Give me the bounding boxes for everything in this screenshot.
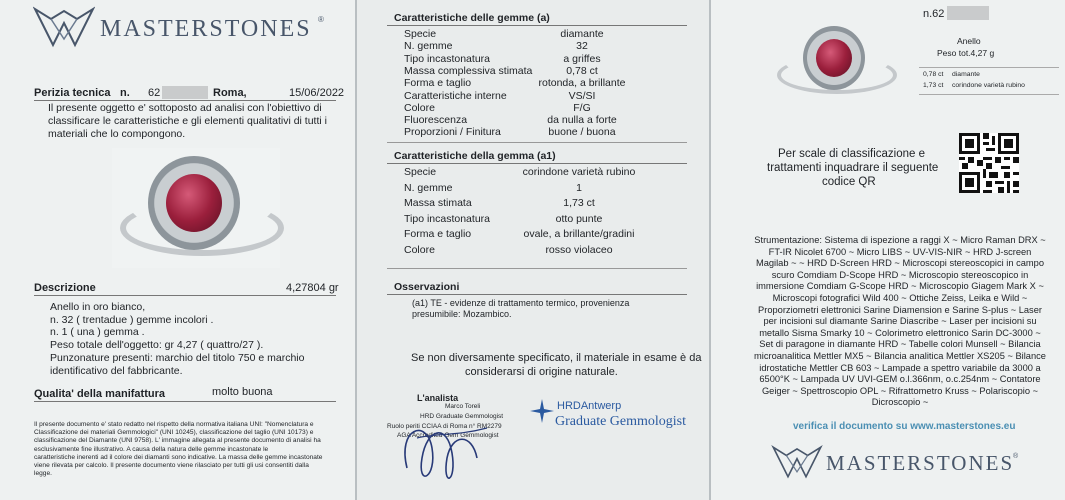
ring-photo-small [773, 20, 895, 102]
section_a1-label: Forma e taglio [404, 228, 472, 241]
divider [387, 142, 687, 143]
verify-link[interactable]: verifica il documento su www.masterstones.eu [793, 421, 1016, 432]
section_a1-value: rosso violaceo [545, 244, 613, 256]
divider [34, 401, 336, 402]
analyst-line-1: Marco Toreli [445, 403, 481, 410]
instruments-line: Set di paragone in diamante HRD ~ Tabelle colori Munsell ~ Bilancia [759, 339, 1041, 350]
left-panel [0, 0, 355, 500]
section_a1-value: otto punte [555, 212, 603, 225]
obs-line-1: (a1) TE - evidenze di trattamento termico, provenienza [412, 298, 630, 308]
desc-line-5: Punzonature presenti: marchio del titolo 750 e marchio [50, 351, 305, 364]
footnote-line-6: viene rilevata per calcolo. Il presente documento viene rilasciato per tutti gli usi consentiti dalla [34, 462, 309, 470]
section_a-value: a griffes [563, 52, 601, 65]
section_a-label: Specie [404, 28, 437, 40]
report-date: 15/06/2022 [289, 87, 345, 99]
section_a1-label: Colore [404, 244, 435, 256]
section_a1-label: Massa stimata [404, 197, 472, 210]
instruments-line: Strumentazione: Sistema di ispezione a raggi X ~ Micro Raman DRX ~ [754, 235, 1046, 245]
ring-photo [112, 148, 280, 268]
desc-value: 4,27804 gr [286, 282, 339, 294]
ruby-stone [816, 39, 852, 77]
section-a-title: Caratteristiche delle gemme (a) [394, 12, 550, 24]
analyst-title: L'analista [417, 393, 459, 403]
redaction-blur [162, 86, 208, 99]
report-n: n. [120, 87, 130, 99]
instruments-line: Geiger ~ Spettroscopio OPL ~ Rifrattometro Kruss ~ Polariscopio ~ [761, 385, 1039, 396]
redaction-blur [947, 6, 989, 20]
divider [387, 268, 687, 269]
brand-reg: ® [318, 15, 324, 24]
report-number: 62 [148, 87, 161, 99]
section_a-value: VS/SI [568, 89, 596, 102]
section-a1-title: Caratteristiche della gemma (a1) [394, 150, 556, 162]
divider [919, 94, 1059, 95]
signature-icon [387, 398, 507, 493]
section_a1-value: ovale, a brillante/gradini [523, 228, 635, 241]
qr-text-3: codice QR [822, 176, 876, 188]
right-weight: Peso tot.4,27 g [937, 48, 995, 58]
desc-line-1: Anello in oro bianco, [50, 301, 146, 313]
divider [34, 295, 336, 296]
instruments-line: per incisioni sul diamante Sarine Diascribe ~ Laser per incisioni su [763, 316, 1037, 327]
instruments-line: scuro Comdiam D-Scope HRD ~ Microscopio stereoscopico in [771, 269, 1029, 280]
gem-ct-1: 0,78 ct [923, 71, 944, 78]
section_a-value: buone / buona [548, 126, 616, 139]
instruments-line: FT-IR Nicolet 6700 ~ Micro LIBS ~ UV-VIS-NIR ~ HRD J-screen [768, 246, 1032, 257]
desc-line-4: Peso totale dell'oggetto: gr 4,27 ( quattro/27 ). [50, 339, 264, 352]
footnote-line-3: classificazione del Diamante (UNI 9758). L' immagine allegata al presente documento di analisi ha [34, 437, 321, 445]
instruments-line: microanalitica Mettler MX5 ~ Bilancia analitica Mettler XS205 ~ Bilance [754, 351, 1046, 361]
section_a1-label: Specie [404, 166, 437, 178]
masterstones-logo-icon [33, 5, 95, 49]
hrd-top: HRDAntwerp [557, 400, 622, 412]
section_a-value: rotonda, a brillante [538, 77, 626, 90]
quality-value: molto buona [212, 386, 273, 398]
gem-ct-2: 1,73 ct [923, 82, 944, 89]
desc-line-3: n. 1 ( una ) gemma . [50, 326, 145, 339]
divider [387, 25, 687, 26]
obs-line-2: presumibile: Mozambico. [412, 309, 512, 319]
section_a-label: N. gemme [404, 40, 453, 53]
section_a-value: F/G [573, 101, 591, 114]
quality-label: Qualita' della manifattura [34, 388, 165, 400]
section_a-label: Massa complessiva stimata [404, 64, 533, 77]
footnote-line-5: caratteristiche inerenti ad il colore dei diamanti sono indicative. La massa delle gemme incastonate [34, 453, 323, 461]
section_a-label: Proporzioni / Finitura [404, 126, 501, 139]
desc-line-2: n. 32 ( trentadue ) gemme incolori . [50, 313, 214, 326]
section_a-value: diamante [560, 28, 604, 40]
section_a-label: Colore [404, 101, 435, 114]
instruments-line: Magilab ~ ~ HRD D-Screen HRD ~ Microscopi stereoscopici in campo [755, 258, 1045, 269]
qr-text-2: trattamenti inquadrare il seguente [767, 162, 939, 174]
section_a1-value: 1,73 ct [563, 197, 595, 210]
section_a-label: Tipo incastonatura [404, 52, 490, 65]
footnote [34, 421, 340, 478]
section_a-label: Caratteristiche interne [404, 89, 507, 102]
instruments-line: Proporziometri elettronici Sarine Diamension e Sarine S-plus ~ Laser [758, 304, 1042, 315]
divider [387, 294, 687, 295]
middle-panel [357, 0, 709, 500]
hrd-bottom: Graduate Gemmologist [555, 414, 687, 429]
section_a-value: 32 [576, 40, 588, 53]
footnote-line-4: esclusivamente fine illustrativo. A causa della natura delle gemme incastonate le [34, 445, 269, 453]
disclaimer-line-1: Se non diversamente specificato, il materiale in esame è da [411, 352, 702, 364]
qr-code-icon[interactable] [959, 133, 1019, 193]
section_a1-value: corindone varietà rubino [522, 166, 636, 178]
section_a1-label: N. gemme [404, 181, 453, 194]
instruments-line: Dicroscopio ~ [871, 397, 929, 408]
section_a1-label: Tipo incastonatura [404, 212, 490, 225]
divider [387, 163, 687, 164]
section_a-label: Forma e taglio [404, 77, 472, 90]
gem-name-1: diamante [952, 71, 980, 78]
analyst-line-3: Ruolo periti CCIAA di Roma n° RM2279 [387, 423, 502, 430]
gem-name-2: corindone varietà rubino [952, 82, 1025, 89]
brand-name: MASTERSTONES [826, 451, 1015, 475]
footnote-line-7: legge. [34, 470, 52, 478]
intro-line-1: Il presente oggetto e' sottoposto ad analisi con l'obiettivo di [48, 102, 322, 114]
qr-text-1: Per scale di classificazione e [778, 148, 926, 160]
footnote-line-1: Il presente documento e' stato redatto nel rispetto della normativa italiana UNI: "Nomenclatura e [34, 421, 314, 428]
footnote-line-2: Classificazione dei materiali Gemmologici" (UNI 10245), classificazione del taglio (UNI 10173) e [34, 429, 314, 437]
analyst-line-4: AGA Accredited Gem Gemmologist [397, 432, 499, 439]
disclaimer-line-2: considerarsi di origine naturale. [465, 366, 618, 378]
instruments-line: Microscopi fotografici Wild 400 ~ Ottiche Zeiss, Leika e Wild ~ [772, 293, 1028, 303]
obs-title: Osservazioni [394, 281, 460, 293]
brand-reg: ® [1013, 453, 1019, 460]
instruments-line: immersione Comdiam G-Scope HRD ~ Microscopio Giagem Mark X ~ [756, 281, 1044, 292]
section_a-value: da nulla a forte [547, 114, 617, 127]
ruby-stone [166, 174, 222, 232]
desc-line-6: identificativo del fabbricante. [50, 364, 183, 377]
desc-label: Descrizione [34, 282, 96, 294]
instruments-line: idrostatiche Mettler CB 603 ~ Lampade a spettro variabile da 3000 a [759, 362, 1041, 373]
right-item: Anello [957, 36, 981, 46]
intro-line-2: classificare le caratteristiche e gli elementi qualitativi di tutti i [48, 115, 327, 127]
brand-name: MASTERSTONES [100, 16, 312, 42]
instruments-line: 6500°K ~ Lampada UV UVI-GEM o.l.366nm, o.c.254nm ~ Contatore [759, 374, 1041, 385]
section_a-value: 0,78 ct [566, 64, 598, 77]
analyst-line-2: HRD Graduate Gemmologist [420, 413, 504, 420]
intro-line-3: materiali che lo compongono. [48, 128, 186, 140]
instruments-line: metallo Sisma Smarky 10 ~ Colorimetro elettronico Sarin DC-3000 ~ [759, 327, 1041, 338]
report-label: Perizia tecnica [34, 87, 111, 99]
right-panel [711, 0, 1065, 500]
divider [34, 100, 336, 101]
section_a1-value: 1 [576, 181, 582, 194]
right-number: n.62 [923, 8, 945, 20]
masterstones-logo-icon [771, 444, 823, 480]
section_a-label: Fluorescenza [404, 114, 468, 127]
city: Roma, [213, 87, 247, 99]
hrd-star-icon [529, 398, 555, 424]
divider [919, 67, 1059, 68]
